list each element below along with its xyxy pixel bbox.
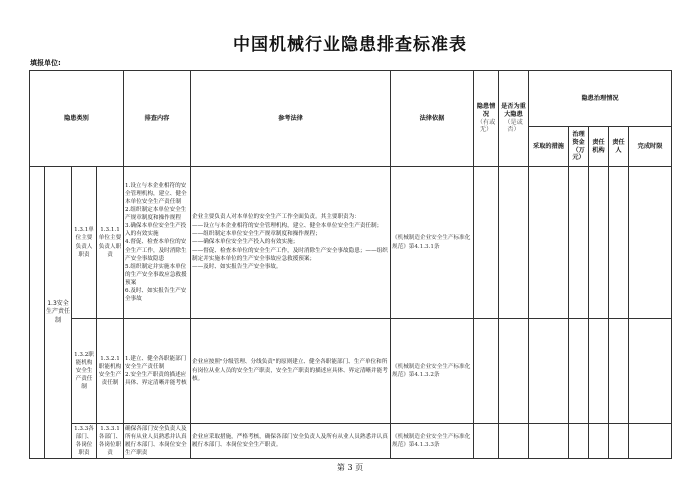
content-cell: 1.建立、健全各职能部门安全生产责任制 2.安全生产职责的描述应具体、界定清晰并能考核 xyxy=(124,319,191,424)
level1-cell xyxy=(30,167,45,459)
header-has-hazard-note: （有或无） xyxy=(476,118,496,134)
level3-cell: 1.3.3各部门、各岗位职责 xyxy=(72,424,97,459)
major-cell[interactable] xyxy=(499,424,529,459)
content-cell: 1.设立与本企业相符的安全管理机构，建立、健全本单位安全生产责任制 2.组织制定本单位安全生产规章制度和操作规程 3.确保本单位安全生产投入的有效实施 4.督促、检查本单位的安全生产工作，及时消除生产安全事故隐患 5.组织制定并实施本单位的生产安全事故应急救援预案 6.及时、如实报告生产安全事故 xyxy=(124,167,191,319)
header-major xyxy=(499,71,529,167)
header-category: 隐患类别 xyxy=(30,71,124,167)
header-has-hazard xyxy=(474,71,499,167)
level3-cell: 1.3.1单位主要负责人职责 xyxy=(72,167,97,319)
resp-org-cell[interactable] xyxy=(589,319,609,424)
has-hazard-cell[interactable] xyxy=(474,424,499,459)
reference-cell: 企业应采取措施，严格考核，确保各部门安全负责人及所有从业人员熟悉并认真履行本部门、本岗位安全生产职责。 xyxy=(191,424,391,459)
header-resp-org: 责任机构 xyxy=(589,127,609,167)
major-cell[interactable] xyxy=(499,167,529,319)
header-content: 排查内容 xyxy=(124,71,191,167)
deadline-cell[interactable] xyxy=(629,319,672,424)
has-hazard-cell[interactable] xyxy=(474,167,499,319)
header-governance: 隐患治理情况 xyxy=(529,71,672,127)
unit-label: 填报单位: xyxy=(30,59,61,67)
table-row xyxy=(30,319,672,424)
header-funds: 治理资金（万元） xyxy=(569,127,589,167)
major-cell[interactable] xyxy=(499,319,529,424)
page-number: 第 3 页 xyxy=(336,463,364,472)
measures-cell[interactable] xyxy=(529,424,569,459)
resp-org-cell[interactable] xyxy=(589,167,609,319)
has-hazard-cell[interactable] xyxy=(474,319,499,424)
header-deadline: 完成时限 xyxy=(629,127,672,167)
level4-cell: 1.3.2.1职能机构安全生产责任制 xyxy=(97,319,124,424)
level2-cell: 1.3安全生产责任制 xyxy=(45,167,72,459)
measures-cell[interactable] xyxy=(529,319,569,424)
reference-cell: 企业主要负责人对本单位的安全生产工作全面负责。其主要职责为： ——设立与本企业相符的安全管理机构，建立、健全本单位安全生产责任制； ——组织制定本单位安全生产规章制度和操作规程； ——确保本单位安全生产投入的有效实施； ——督促、检查本单位的安全生产工作，及时消除生产安全事故隐患；——组织制定并实施本单位的生产安全事故应急救援预案； ——及时、如实报告生产安全事故。 xyxy=(191,167,391,319)
resp-person-cell[interactable] xyxy=(609,167,629,319)
basis-cell: 《机械制造企业安全生产标准化规范》第4.1.3.2条 xyxy=(391,319,474,424)
funds-cell[interactable] xyxy=(569,319,589,424)
table-row xyxy=(30,167,672,319)
content-cell: 确保各部门安全负责人及所有从业人员熟悉并认真履行本部门、本岗位安全生产职责 xyxy=(124,424,191,459)
level3-cell: 1.3.2职能机构安全生产责任制 xyxy=(72,319,97,424)
hazard-table xyxy=(29,70,672,459)
header-reference: 参考法律 xyxy=(191,71,391,167)
measures-cell[interactable] xyxy=(529,167,569,319)
reference-cell: 企业应按照"分级管理、分线负责"的原则建立、健全各职能部门、生产单位和所有岗位从业人员的安全生产职责，安全生产职责的描述应具体、界定清晰并能考核。 xyxy=(191,319,391,424)
basis-cell: 《机械制造企业安全生产标准化规范》第4.1.3.3条 xyxy=(391,424,474,459)
resp-person-cell[interactable] xyxy=(609,319,629,424)
header-major-label: 是否为重大隐患 xyxy=(501,103,526,118)
header-measures: 采取的措施 xyxy=(529,127,569,167)
page-title: 中国机械行业隐患排查标准表 xyxy=(233,35,467,55)
funds-cell[interactable] xyxy=(569,167,589,319)
level4-cell: 1.3.1.1单位主要负责人职责 xyxy=(97,167,124,319)
header-row-top xyxy=(30,71,672,127)
funds-cell[interactable] xyxy=(569,424,589,459)
header-has-hazard-label: 隐患情况 xyxy=(476,103,496,118)
level4-cell: 1.3.3.1各部门、各岗位职责 xyxy=(97,424,124,459)
header-resp-person: 责任人 xyxy=(609,127,629,167)
table-row xyxy=(30,424,672,459)
header-major-note: （是或否） xyxy=(504,118,523,134)
basis-cell: 《机械制造企业安全生产标准化规范》第4.1.3.1条 xyxy=(391,167,474,319)
deadline-cell[interactable] xyxy=(629,167,672,319)
resp-person-cell[interactable] xyxy=(609,424,629,459)
deadline-cell[interactable] xyxy=(629,424,672,459)
resp-org-cell[interactable] xyxy=(589,424,609,459)
header-basis: 法律依据 xyxy=(391,71,474,167)
